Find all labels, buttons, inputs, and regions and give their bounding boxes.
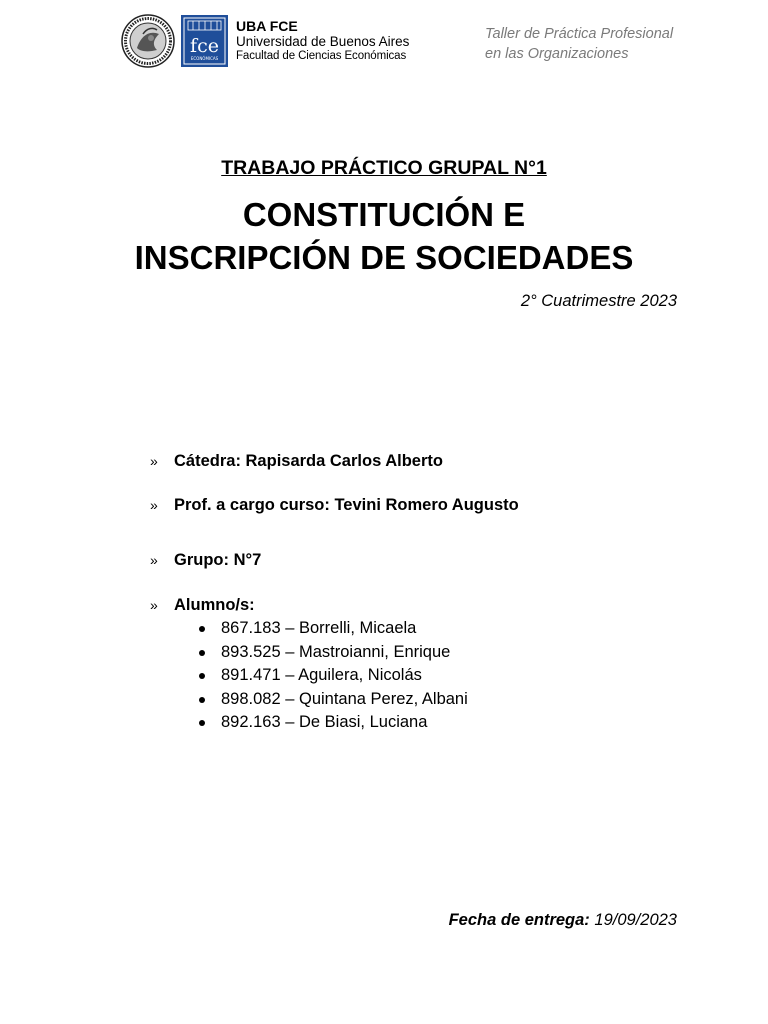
title-line2: INSCRIPCIÓN DE SOCIEDADES [134, 239, 634, 276]
taller-line1: Taller de Práctica Profesional [485, 26, 674, 42]
org-title: UBA FCE [236, 18, 298, 34]
bullet-marker: » [150, 497, 158, 513]
fce-logo [181, 15, 228, 67]
delivery-date [449, 911, 677, 930]
student-entry: 891.471 – Aguilera, Nicolás [221, 666, 422, 684]
title-line1: CONSTITUCIÓN E [242, 196, 526, 233]
list-item [198, 617, 468, 641]
term-label: 2° Cuatrimestre 2023 [520, 292, 677, 310]
profesor-row [150, 496, 519, 515]
catedra-row [150, 452, 443, 471]
alumnos-label: Alumno/s: [174, 596, 255, 614]
document-subtitle: TRABAJO PRÁCTICO GRUPAL N°1 [221, 157, 547, 179]
student-entry: 898.082 – Quintana Perez, Albani [221, 689, 468, 708]
fce-logo-small-text: ECONÓMICAS [190, 56, 219, 61]
institution-name [236, 19, 409, 62]
bullet-marker: » [150, 552, 158, 568]
list-item [198, 664, 468, 688]
fce-logo-text: fce [190, 35, 219, 57]
profesor-text: Prof. a cargo curso: Tevini Romero Augusto [174, 496, 519, 514]
grupo-text: Grupo: N°7 [174, 551, 262, 569]
bullet-dot [199, 697, 205, 703]
catedra-text: Cátedra: Rapisarda Carlos Alberto [174, 452, 443, 470]
delivery-label: Fecha de entrega: [448, 911, 590, 929]
bullet-dot [199, 720, 205, 726]
course-header [485, 24, 673, 64]
delivery-value: 19/09/2023 [594, 911, 677, 929]
bullet-dot [199, 650, 205, 656]
grupo-row [150, 551, 261, 570]
document-title [0, 193, 768, 279]
bullet-marker: » [150, 453, 158, 469]
bullet-marker: » [150, 597, 158, 613]
alumnos-row [150, 596, 255, 615]
bullet-dot [199, 673, 205, 679]
uba-seal-logo [121, 14, 175, 68]
org-line1: Universidad de Buenos Aires [236, 34, 410, 49]
student-entry: 867.183 – Borrelli, Micaela [221, 619, 417, 637]
student-entry: 893.525 – Mastroianni, Enrique [221, 642, 451, 661]
list-item [198, 688, 468, 712]
bullet-dot [199, 626, 205, 632]
taller-line2: en las Organizaciones [485, 46, 629, 62]
list-item [198, 641, 468, 665]
org-line2: Facultad de Ciencias Económicas [236, 49, 407, 62]
list-item [198, 711, 468, 735]
student-entry: 892.163 – De Biasi, Luciana [221, 713, 428, 731]
student-list [198, 617, 468, 735]
